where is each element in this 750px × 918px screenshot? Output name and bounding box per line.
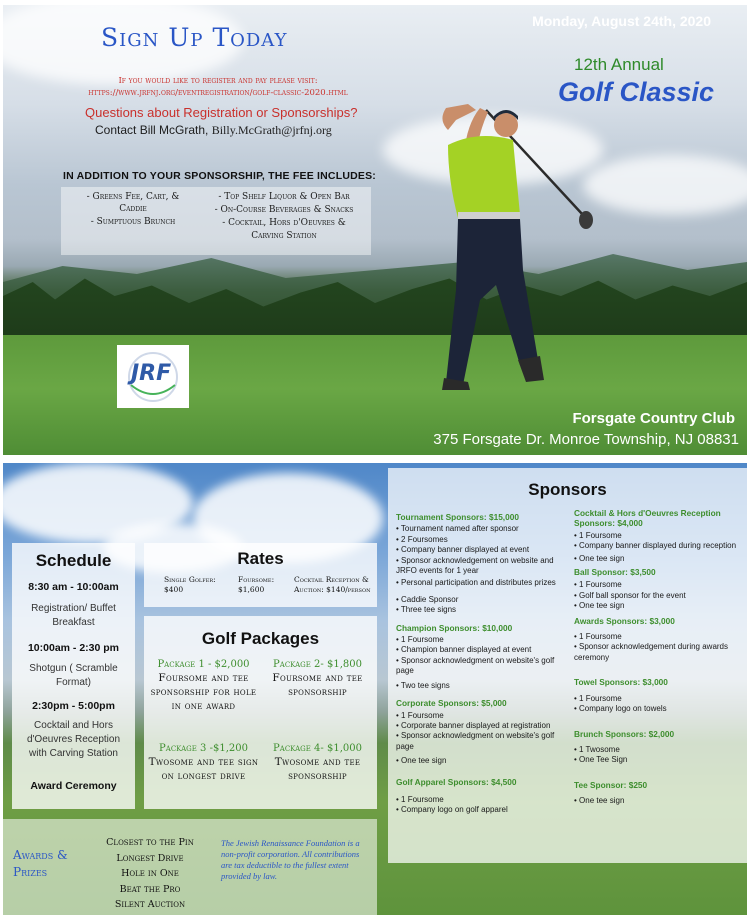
award-item: Longest Drive	[116, 852, 184, 864]
schedule-desc: Cocktail and Hors d'Oeuvres Reception with Carving Station	[26, 720, 121, 759]
sponsor-benefit: • Sponsor acknowledgment on website's golf page	[396, 731, 555, 751]
award-ceremony-label: Award Ceremony	[30, 780, 117, 792]
venue-address: 375 Forsgate Dr. Monroe Township, NJ 08831	[433, 431, 739, 448]
sponsor-benefit: • One tee sign	[574, 796, 625, 806]
sponsor-tier	[396, 512, 566, 616]
fee-includes-heading: IN ADDITION TO YOUR SPONSORSHIP, THE FEE INCLUDES:	[63, 170, 376, 182]
award-item: Beat the Pro	[119, 883, 181, 895]
fee-item: - Cocktail, Hors d'Oeuvres &	[222, 218, 346, 228]
package-name: Package 1 - $2,000	[157, 659, 250, 670]
sponsor-benefit: • 1 Twosome	[574, 744, 620, 754]
sponsor-tier	[574, 616, 742, 664]
fee-item: - Greens Fee, Cart, &	[86, 192, 180, 202]
sponsor-benefit: • One tee sign	[396, 756, 447, 766]
sponsor-tier	[574, 780, 742, 807]
schedule-item	[12, 580, 135, 630]
fee-item: Caddie	[119, 204, 147, 214]
rate-foursome: Foursome: $1,600	[238, 575, 275, 594]
fee-item: - On-Course Beverages & Snacks	[214, 205, 354, 215]
sponsor-benefit: • Three tee signs	[396, 605, 457, 615]
sponsor-benefit: • Sponsor acknowledgment on website's golf page	[396, 655, 555, 676]
sponsor-tier-heading: Awards Sponsors: $3,000	[574, 615, 675, 626]
sponsor-benefit: • Two tee signs	[396, 680, 450, 690]
schedule-item	[12, 779, 135, 793]
package-name: Package 3 -$1,200	[159, 743, 248, 754]
package-desc: Foursome and tee sponsorship	[272, 672, 363, 698]
rate-cocktail: Cocktail Reception & Auction: $140/person	[294, 575, 371, 594]
sponsor-benefit: • Tournament named after sponsor	[396, 524, 519, 534]
questions-heading: Questions about Registration or Sponsorships?	[85, 105, 358, 120]
golfer-illustration	[408, 90, 608, 400]
award-item: Closest to the Pin	[106, 837, 194, 848]
sponsor-tier-heading: Champion Sponsors: $10,000	[396, 622, 513, 633]
register-line: If you would like to register and pay please visit:	[118, 76, 318, 86]
sponsor-benefit: • Company logo on golf apparel	[396, 805, 508, 815]
sponsor-benefit: • 1 Foursome	[574, 632, 622, 642]
sponsor-benefit: • Personal participation and distributes prizes	[396, 578, 556, 588]
fee-item: Carving Station	[251, 231, 317, 241]
schedule-desc: Registration/ Buffet Breakfast	[31, 603, 116, 628]
sponsor-tier	[396, 777, 566, 816]
annual-label: 12th Annual	[574, 55, 664, 74]
registration-instructions	[53, 75, 383, 99]
sponsor-tier	[396, 623, 566, 691]
rate-single: Single Golfer: $400	[164, 575, 216, 594]
sponsor-benefit: • Company banner displayed during reception	[574, 541, 737, 551]
package-card	[146, 742, 261, 783]
contact-line	[95, 123, 332, 138]
sponsor-benefit: • One tee sign	[574, 601, 625, 611]
sponsors-right-column	[574, 508, 742, 807]
awards-list	[85, 835, 215, 913]
award-item: Hole in One	[121, 868, 179, 879]
rates-panel	[144, 543, 377, 607]
fee-item: - Sumptuous Brunch	[90, 217, 176, 227]
schedule-title: Schedule	[35, 551, 112, 570]
sponsor-tier-heading: Towel Sponsors: $3,000	[574, 677, 668, 688]
signup-title: Sign Up Today	[101, 23, 288, 52]
sponsor-benefit: • 1 Foursome	[574, 693, 622, 703]
sponsor-benefit: • 1 Foursome	[574, 530, 622, 540]
sponsor-tier-heading: Tournament Sponsors: $15,000	[396, 512, 519, 522]
schedule-time: 10:00am - 2:30 pm	[27, 642, 120, 654]
sponsor-benefit: • 1 Foursome	[396, 794, 444, 804]
package-desc: Foursome and tee sponsorship for hole in one award	[150, 672, 257, 712]
schedule-panel	[12, 543, 135, 809]
award-item: Silent Auction	[114, 899, 186, 910]
package-card	[260, 742, 375, 783]
sponsor-tier	[574, 508, 742, 564]
sponsor-benefit: • One tee sign	[574, 553, 625, 563]
sponsor-benefit: • One Tee Sign	[574, 755, 628, 765]
sponsor-benefit: • Company banner displayed at event	[396, 545, 530, 555]
package-card	[146, 658, 261, 713]
schedule-desc: Shotgun ( Scramble Format)	[29, 663, 118, 688]
nonprofit-note: The Jewish Renaissance Foundation is a non-profit corporation. All contributions are tax deductible to the fullest extent provided by law.	[221, 838, 360, 881]
schedule-time: 2:30pm - 5:00pm	[32, 700, 115, 712]
awards-prizes-label: Awards & Prizes	[13, 848, 68, 879]
sponsors-panel	[388, 468, 747, 863]
bottom-flyer-panel	[3, 463, 747, 915]
sponsor-tier	[574, 677, 742, 714]
golf-packages-title: Golf Packages	[201, 629, 320, 648]
sponsor-tier-heading: Ball Sponsor: $3,500	[574, 567, 656, 578]
event-title: Golf Classic	[558, 77, 715, 107]
sponsors-left-column	[396, 512, 566, 816]
registration-url[interactable]: https://www.jrfnj.org/eventregistration/golf-classic-2020.html	[88, 88, 348, 98]
sponsor-benefit: • 1 Foursome	[396, 635, 444, 645]
schedule-time: 8:30 am - 10:00am	[28, 581, 119, 593]
event-date: Monday, August 24th, 2020	[532, 13, 711, 29]
schedule-item	[12, 641, 135, 690]
fee-item: - Top Shelf Liquor & Open Bar	[218, 192, 350, 202]
sponsor-tier-heading: Corporate Sponsors: $5,000	[396, 698, 507, 709]
sponsor-benefit: • Corporate banner displayed at registration	[396, 720, 551, 730]
jrf-logo	[117, 345, 189, 408]
sponsor-tier-heading: Tee Sponsor: $250	[574, 779, 648, 790]
sponsor-benefit: • Caddie Sponsor	[396, 594, 459, 604]
schedule-item	[12, 699, 135, 761]
sponsor-tier-heading: Cocktail & Hors d'Oeuvres Reception Sponsors: $4,000	[574, 508, 721, 529]
sponsor-tier	[574, 567, 742, 612]
fee-includes-left-list	[73, 191, 193, 229]
sponsors-title: Sponsors	[528, 480, 607, 499]
sponsor-tier-heading: Golf Apparel Sponsors: $4,500	[396, 776, 517, 787]
top-flyer-panel	[3, 5, 747, 455]
sponsor-benefit: • 2 Foursomes	[396, 534, 448, 544]
venue-name: Forsgate Country Club	[572, 410, 735, 427]
package-desc: Twosome and tee sponsorship	[274, 756, 361, 782]
package-name: Package 2- $1,800	[273, 659, 362, 670]
package-desc: Twosome and tee sign on longest drive	[148, 756, 259, 782]
sponsor-benefit: • Sponsor acknowledgement on website and JRFO events for 1 year	[396, 555, 554, 576]
sponsor-benefit: • 1 Foursome	[396, 710, 444, 720]
sponsor-benefit: • 1 Foursome	[574, 580, 622, 590]
contact-email-link[interactable]: Billy.McGrath@jrfnj.org	[211, 123, 332, 137]
package-name: Package 4- $1,000	[273, 743, 362, 754]
sponsor-benefit: • Sponsor acknowledgement during awards ceremony	[574, 642, 728, 662]
sponsor-benefit: • Champion banner displayed at event	[396, 645, 532, 655]
sponsor-benefit: • Company logo on towels	[574, 704, 667, 714]
sponsor-tier-heading: Brunch Sponsors: $2,000	[574, 728, 675, 739]
package-card	[260, 658, 375, 699]
fee-includes-right-list	[199, 191, 369, 243]
contact-name: Contact Bill McGrath,	[95, 123, 209, 137]
sponsor-tier	[396, 698, 566, 766]
golf-packages-panel	[144, 616, 377, 809]
sponsor-tier	[574, 729, 742, 766]
sponsor-benefit: • Golf ball sponsor for the event	[574, 590, 686, 600]
rates-title: Rates	[237, 549, 284, 568]
logo-text: JRF	[131, 361, 172, 386]
